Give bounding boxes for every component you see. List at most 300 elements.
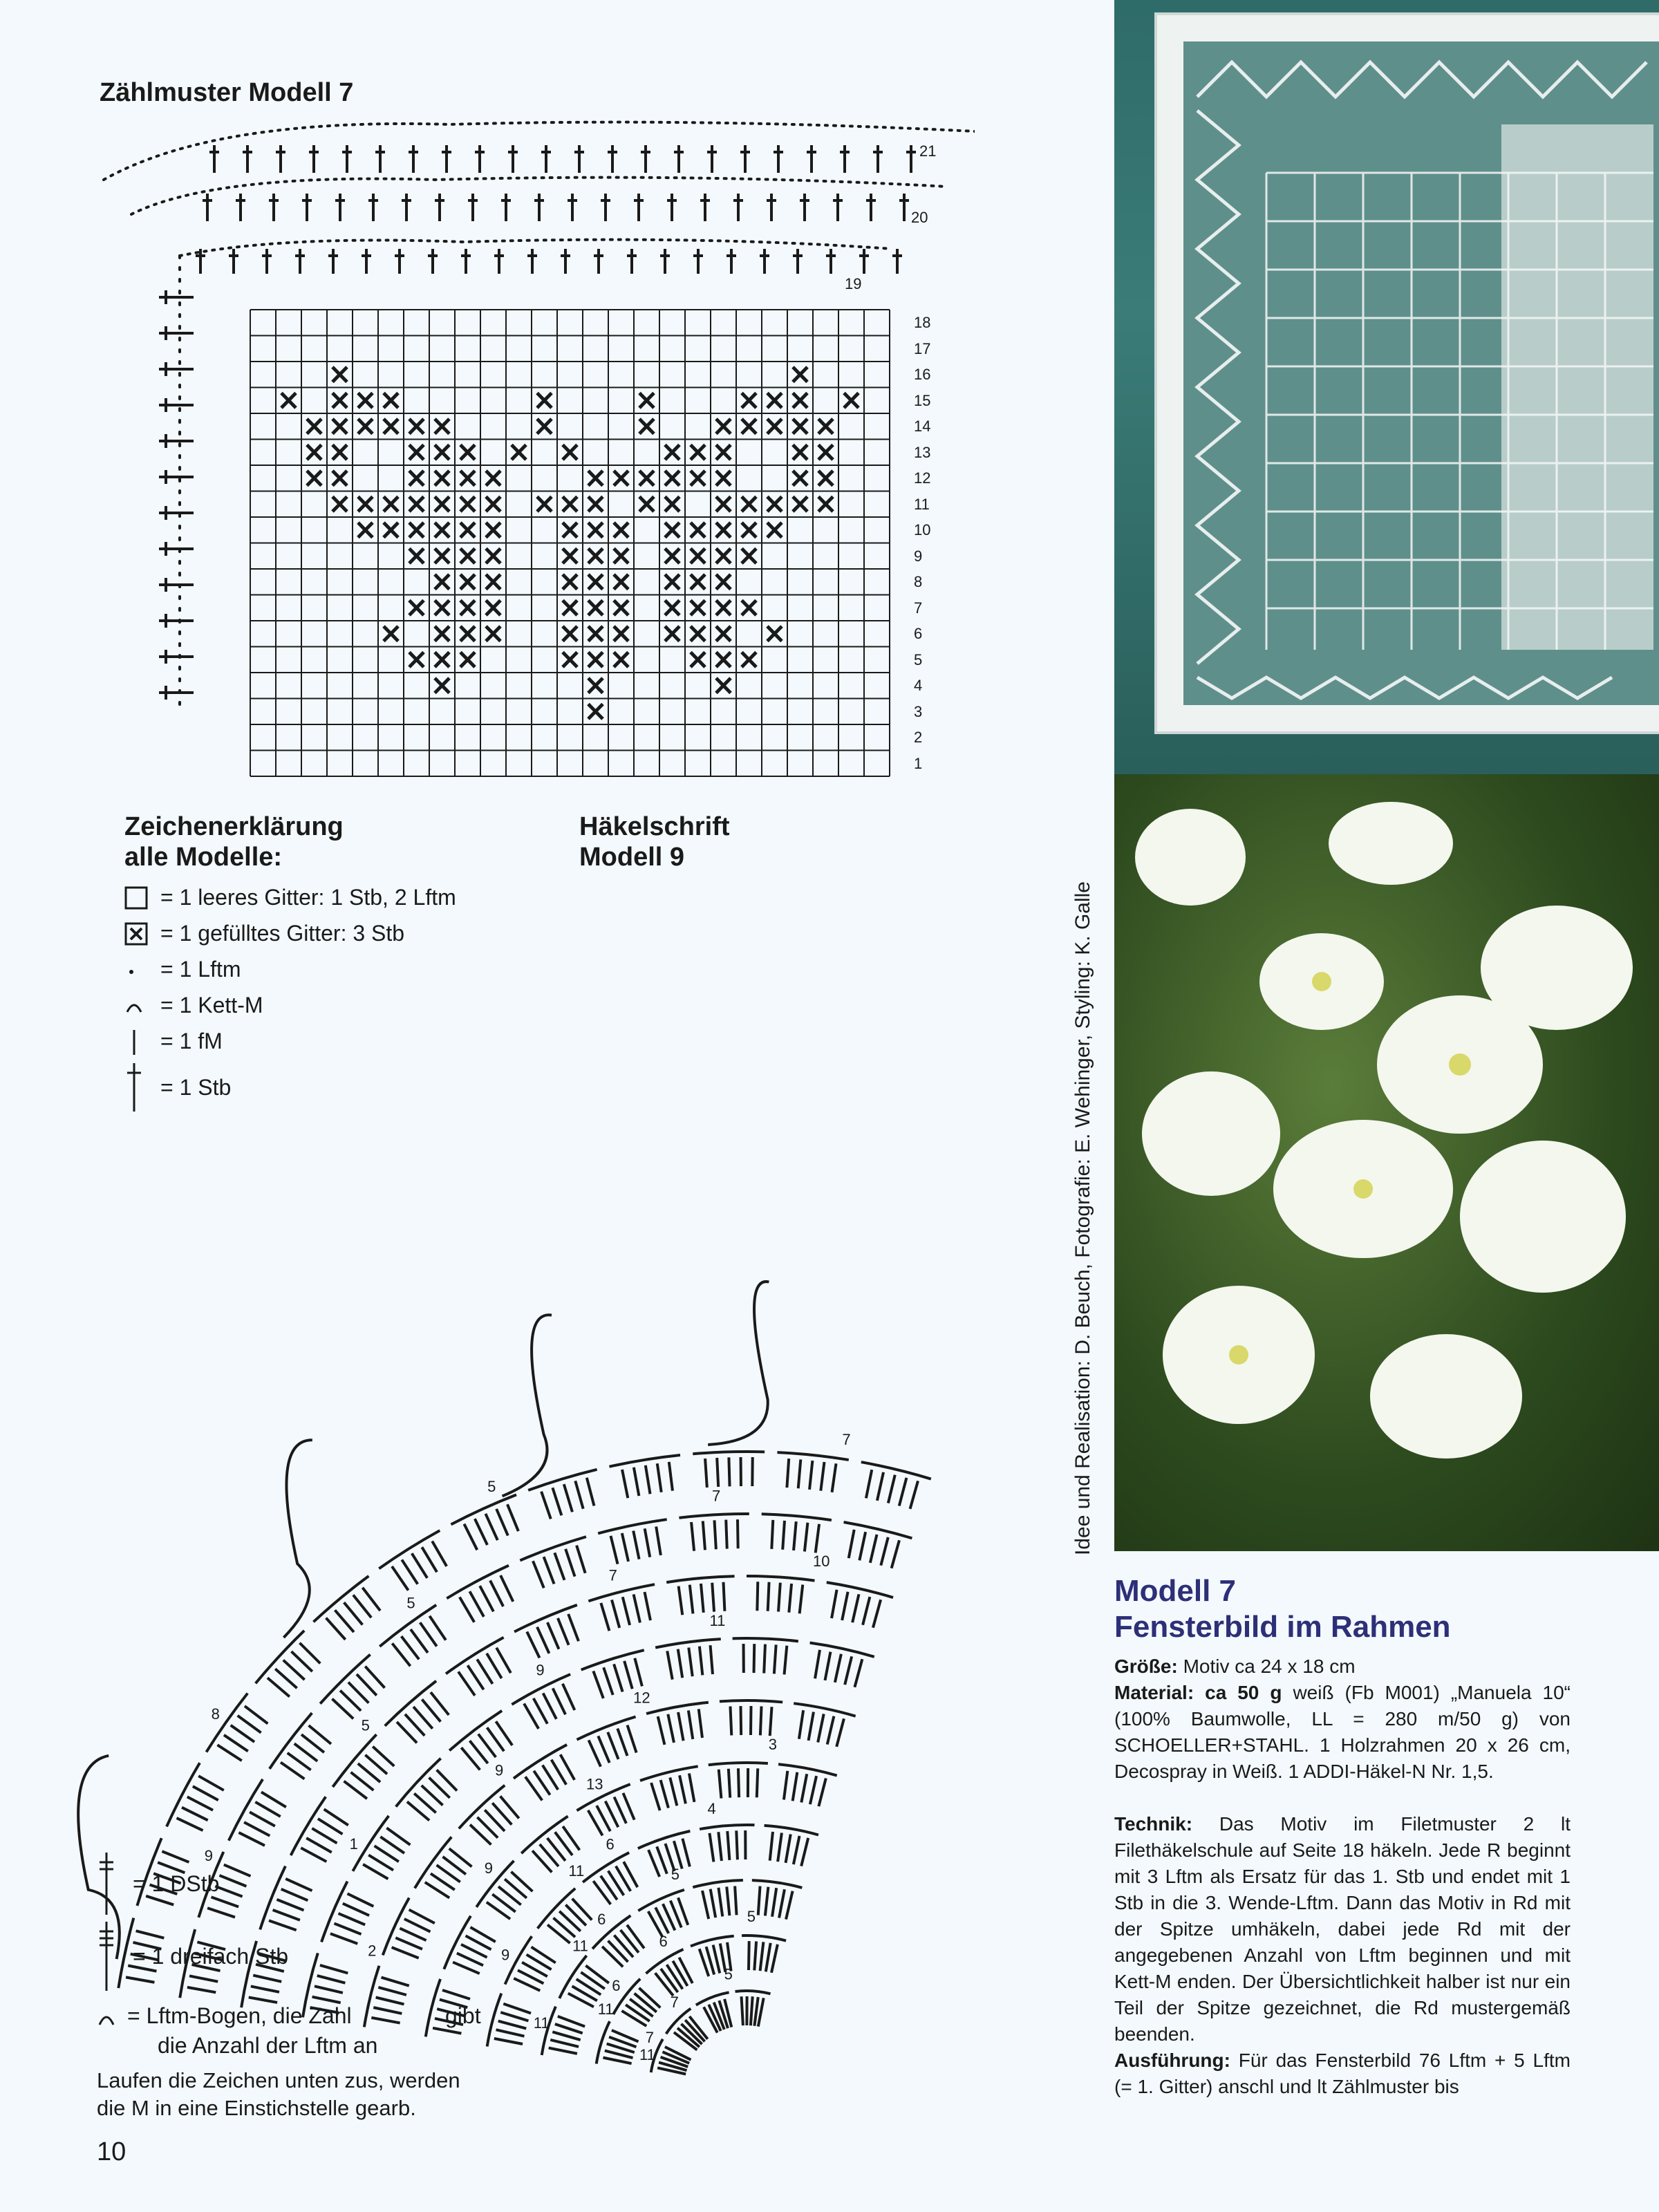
border-stitch [203,194,212,221]
border-stitch [428,249,438,274]
crochet-chart-title-line2: Modell 9 [579,843,685,872]
round-label: 10 [813,1553,830,1571]
stitch-mark [727,1886,729,1915]
legend-item-tr [97,1853,219,1915]
filled-cell-mark [767,626,782,641]
stitch-mark [760,1942,764,1971]
border-stitch [674,145,684,173]
stitch-mark [326,1618,346,1640]
stitch-mark [572,1899,592,1920]
stitch-mark [799,1710,803,1739]
legend-title [124,812,344,872]
stitch-mark [718,1888,722,1917]
chain-arc [167,1763,200,1826]
stitch-mark [701,1584,704,1613]
border-stitch [309,145,319,173]
stitch-mark [690,1585,693,1614]
legend-item-dtr [97,1922,288,1991]
filled-cell-mark [588,704,603,720]
grid-row-number: 5 [914,650,923,668]
round-label: 7 [670,1994,679,2012]
stitch-mark [689,1774,695,1802]
border-stitch [840,145,850,173]
stitch-mark [726,1520,727,1549]
border-stitch [700,194,710,221]
stitch-mark [198,1776,224,1790]
filled-cell-mark [460,471,475,486]
border-stitch [767,194,776,221]
filled-cell-mark [742,653,756,668]
grid-row-number: 1 [914,754,923,772]
material-label: Material: [1114,1682,1194,1703]
stitch-mark [382,1978,409,1986]
filled-cell-mark [332,367,347,382]
border-stitch [159,290,194,304]
stitch-mark [800,1585,803,1614]
round-label: 5 [747,1908,756,1926]
stitch-mark [335,1924,362,1935]
stitch-mark [644,1592,650,1620]
filled-cell-mark [716,549,731,564]
crochet-chart-title-line1: Häkelschrift [579,812,730,841]
stitch-mark [411,1629,428,1653]
border-stitch [740,145,750,173]
stitch-mark [633,1530,639,1559]
border-stitch [475,145,485,173]
stitch-mark [500,2012,528,2021]
stitch-mark [768,1582,769,1611]
border-stitch [302,194,312,221]
stitch-mark [362,1588,380,1611]
filled-cell-mark [384,497,398,512]
filled-cell-mark [435,653,449,668]
border-stitch [534,194,544,221]
stitch-mark [740,1706,741,1735]
grid-row-number: 16 [914,366,931,383]
filled-cell-mark [512,445,526,460]
stitch-mark [281,1762,304,1779]
stitch-mark [717,1458,718,1487]
filled-cell-mark [665,626,679,641]
stitch-mark [821,1462,824,1491]
filled-cell-mark [332,497,347,512]
stitch-mark [402,1636,420,1659]
border-stitch [727,249,736,274]
filled-cell-mark [281,393,296,409]
stitch-mark [623,1597,630,1625]
filled-cell-mark [486,523,500,538]
stitch-mark [460,1597,474,1622]
stitch-mark [751,1996,753,2025]
filled-cell-mark [332,445,347,460]
round-label: 11 [709,1612,726,1630]
filled-cell-mark [742,497,756,512]
border-stitch [641,145,650,173]
filled-cell-mark [844,393,859,409]
legend-title-line2: alle Modelle: [124,843,283,872]
stitch-mark [420,1622,437,1646]
stitch-mark [614,1936,633,1958]
stitch-mark [422,1547,437,1572]
border-stitch [159,434,194,448]
filled-cell-mark [767,419,782,434]
stitch-mark [719,1770,722,1799]
stitch-mark [273,1910,300,1920]
chain-arc [451,1494,516,1524]
stitch-mark [577,1979,601,1995]
border-stitch [906,145,916,173]
filled-cell-mark [588,626,603,641]
stitch-mark [794,1836,800,1864]
filled-cell-mark [486,549,500,564]
stitch-mark [667,1965,683,1989]
framed-doily-photo [1114,0,1659,774]
stitch-mark [320,1965,348,1974]
filled-cell-mark [639,497,654,512]
stitch-mark [549,2048,577,2054]
stitch-mark [614,1664,623,1691]
filled-cell-mark [665,549,679,564]
stitch-mark [816,1524,819,1553]
stitch-mark [738,1768,739,1797]
filled-cell-mark [691,601,705,616]
round-label: 9 [536,1661,545,1679]
stitch-mark [612,1600,619,1627]
stitch-mark [845,1656,852,1685]
stitch-mark [854,1659,862,1687]
stitch-mark [429,1616,445,1640]
border-stitch [269,194,279,221]
stitch-mark [581,1972,604,1989]
stitch-mark [601,1603,609,1631]
grid-row-number: 12 [914,469,931,487]
filled-cell-mark [384,523,398,538]
filled-cell-mark [691,549,705,564]
chain-arc [270,1713,312,1769]
stitch-mark [729,1769,730,1798]
filled-cell-mark [742,549,756,564]
stitch-mark [378,1987,406,1995]
chain-arc [733,1638,798,1641]
border-stitch [892,249,902,274]
stitch-mark [757,1582,758,1611]
filled-cell-mark [614,626,628,641]
grid-row-number: 11 [914,495,930,513]
border-stitch [866,194,876,221]
filled-cell-mark [563,549,577,564]
border-stitch [627,249,637,274]
filled-cell-mark [588,549,603,564]
stitch-mark [498,2021,527,2029]
legend-text: = 1 dreifach Stb [133,1943,289,1969]
filled-cell-mark [665,601,679,616]
stitch-mark [469,1591,483,1617]
round-label: 12 [633,1689,650,1707]
round-label: 5 [671,1866,680,1884]
stitch-mark [670,1777,677,1806]
chain-arc [383,1898,409,1956]
border-stitch [800,194,809,221]
stitch-mark [285,1879,312,1891]
double-cross-bar-icon [97,1853,120,1915]
stitch-mark [238,1833,265,1846]
filled-cell-mark [588,653,603,668]
stitch-mark [487,1653,502,1678]
legend-chain-arc-line2: die Anzahl der Lftm an [158,2032,378,2058]
chain-arc [709,1763,768,1765]
filled-cell-mark [563,601,577,616]
border-stitch [229,249,238,274]
stitch-mark [910,1481,918,1508]
stitch-mark [533,1561,544,1588]
stitch-mark [809,1461,812,1490]
stitch-mark [541,1492,551,1519]
stitch-mark [603,1667,613,1695]
round-label: 11 [572,1937,588,1955]
stitch-mark [553,1688,565,1714]
execution-label: Ausführung: [1114,2050,1230,2071]
stitch-mark [709,1833,713,1862]
stitch-mark [238,1716,261,1733]
filled-cell-mark [332,471,347,486]
size-label: Größe: [1114,1656,1178,1677]
stitch-mark [678,1649,682,1678]
stitch-mark [617,1729,627,1756]
legend-title-line1: Zeichenerklärung [124,812,344,841]
chain-arc [679,1514,749,1518]
legend-text: = 1 Kett-M [160,992,263,1018]
border-stitch [159,686,194,700]
stitch-mark [866,1470,872,1498]
filled-cell-mark [460,626,475,641]
stitch-mark [458,1671,475,1696]
stitch-mark [485,1514,497,1540]
material-amount: ca 50 g [1205,1682,1282,1703]
chain-arc [700,1825,754,1829]
round-label: 6 [597,1910,606,1928]
chain-arc [444,1916,471,1969]
filled-cell-mark [614,653,628,668]
stitch-mark [335,1610,353,1632]
stitch-mark [490,1580,503,1606]
border-stitch [209,145,219,173]
stitch-mark [224,1865,251,1876]
filled-cell-mark [435,626,449,641]
filled-cell-mark [818,471,833,486]
stitch-mark [627,1925,644,1949]
border-stitch [395,249,404,274]
legend-note [97,2067,460,2122]
stitch-mark [559,1911,581,1931]
stitch-mark [770,1832,773,1861]
legend-text: = 1 fM [160,1028,223,1053]
border-stitch [601,194,610,221]
filled-cell-mark [691,626,705,641]
stitch-mark [255,1802,280,1817]
stitch-mark [771,1944,778,1973]
grid-row-number: 6 [914,625,923,642]
round-label: 9 [484,1859,493,1877]
stitch-mark [832,1463,836,1492]
stitch-mark [550,2040,579,2047]
stitch-mark [402,1559,418,1584]
stitch-mark [723,1582,724,1611]
stitch-mark [193,1786,218,1800]
round-label: 7 [645,2029,654,2047]
stitch-mark [651,1783,660,1810]
filled-cell-mark [818,445,833,460]
stitch-mark [217,1745,241,1761]
filled-cell-mark [409,419,424,434]
chain-arc [735,1991,771,1994]
filet-grid-svg [249,308,891,778]
filled-cell-mark [332,393,347,409]
filled-cell-mark [793,445,807,460]
round-label: 11 [639,2046,655,2064]
border-stitch [501,194,511,221]
round-label: 11 [597,2000,614,2018]
border-stitch [693,249,703,274]
stitch-mark [711,1889,716,1918]
border-stitch [159,506,194,520]
stitch-mark [764,1644,765,1674]
stitch-mark [324,1809,348,1825]
border-stitch [826,249,836,274]
stitch-mark [766,1943,771,1971]
stitch-mark [754,1941,756,1970]
border-stitch [276,145,285,173]
filled-cell-mark [537,497,552,512]
filled-cell-mark [639,471,654,486]
stitch-mark [835,1654,841,1683]
chain-arc [260,1866,285,1930]
filled-cell-mark [486,497,500,512]
stitch-mark [412,1553,427,1578]
stitch-mark [700,1647,702,1676]
border-stitch [159,326,194,340]
filled-cell-mark [818,419,833,434]
round-label: 6 [612,1976,621,1994]
stitch-mark [363,1864,388,1879]
stitch-mark [268,1678,290,1696]
filled-cell-mark [614,574,628,590]
border-stitch [159,578,194,592]
stitch-mark [736,1830,738,1859]
filled-cell-mark [588,471,603,486]
stitch-mark [635,1658,642,1687]
stitch-mark [343,1904,369,1915]
picot-loop [708,1282,769,1445]
legend-text: = 1 gefülltes Gitter: 3 Stb [160,920,405,946]
stitch-mark [842,1592,847,1620]
stitch-mark [718,1832,722,1861]
grid-row-number: 10 [914,521,931,538]
filled-cell-mark [460,549,475,564]
stitch-mark [507,1504,518,1531]
stitch-mark [537,1627,549,1653]
stitch-mark [785,1646,787,1675]
stitch-mark [400,1929,426,1941]
border-stitch [435,194,444,221]
stitch-mark [679,1958,693,1983]
stitch-mark [674,1841,682,1868]
filled-cell-mark [460,653,475,668]
stitch-mark [711,1645,713,1674]
border-stitch [733,194,743,221]
filled-cell-mark [614,523,628,538]
border-stitch [793,249,803,274]
stitch-mark [661,1780,668,1808]
filled-cell-mark [691,445,705,460]
filled-cell-mark [742,601,756,616]
filled-cell-mark [563,523,577,538]
stitch-mark [805,1523,808,1552]
stitch-mark [409,1910,435,1924]
photo-credit: Idee und Realisation: D. Beuch, Fotografie: E. Wehinger, Styling: K. Galle [1071,881,1094,1555]
filled-cell-mark [793,419,807,434]
filled-cell-mark [716,574,731,590]
filled-cell-mark [716,601,731,616]
stitch-mark [818,1778,825,1806]
chain-arc [696,1992,729,2005]
stitch-mark [376,1997,404,2004]
border-stitch [159,650,194,664]
technique-label: Technik: [1114,1813,1193,1835]
filled-cell-mark [460,574,475,590]
filled-cell-mark [716,419,731,434]
border-stitch [541,145,551,173]
filled-cell-mark [358,523,373,538]
stitch-mark [589,1740,601,1766]
stitch-mark [312,1828,337,1844]
stitch-mark [669,1462,673,1491]
stitch-mark [742,1996,743,2025]
border-stitch [159,398,194,412]
border-stitch [335,194,345,221]
filled-cell-mark [716,626,731,641]
stitch-mark [678,1712,684,1741]
filled-cell-mark [307,471,321,486]
filled-cell-mark [716,678,731,693]
stitch-mark [453,1962,480,1974]
stitch-mark [475,1519,487,1545]
border-stitch [159,362,194,376]
stitch-mark [527,1632,539,1658]
stitch-mark [634,1594,640,1622]
page-number: 10 [97,2137,126,2166]
stitch-mark [392,1643,410,1666]
round-label: 9 [494,1761,504,1779]
round-label: 3 [768,1736,778,1754]
stitch-mark [782,1521,785,1550]
filled-cell-mark [793,471,807,486]
filled-cell-mark [767,393,782,409]
chain-arc [693,1452,765,1454]
round-label: 7 [608,1566,617,1584]
stitch-mark [673,1961,687,1986]
filled-cell-mark [460,497,475,512]
filled-cell-mark [614,601,628,616]
border-stitch [508,145,518,173]
stitch-mark [784,1771,787,1800]
border-stitch [667,194,677,221]
filled-cell-mark [435,497,449,512]
stitch-mark [553,1918,575,1938]
stitch-mark [281,1889,308,1900]
border-stitch [807,145,816,173]
round-label: 5 [487,1477,496,1495]
stitch-mark [771,1520,773,1549]
